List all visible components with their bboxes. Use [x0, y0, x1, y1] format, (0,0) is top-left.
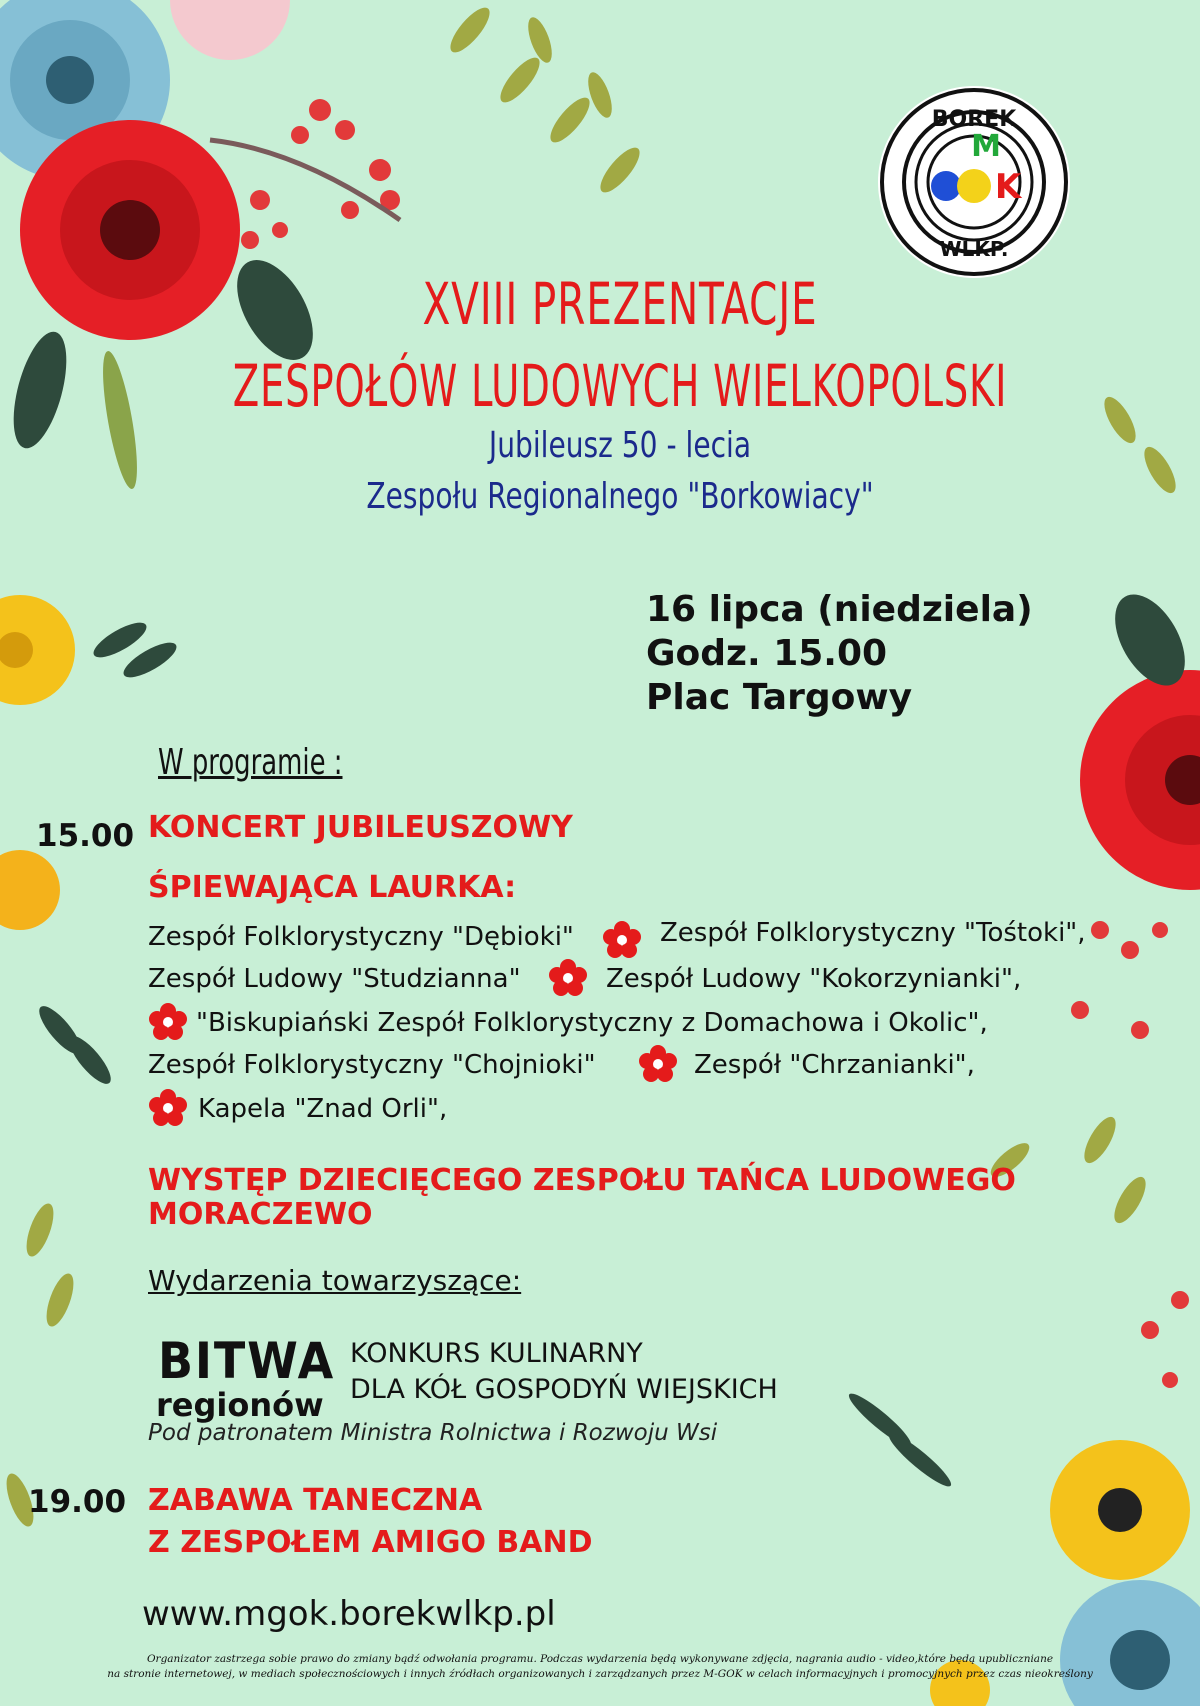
- konkurs-line2: DLA KÓŁ GOSPODYŃ WIEJSKICH: [350, 1374, 778, 1405]
- group-item: Zespół Folklorystyczny "Tośtoki",: [660, 918, 1086, 948]
- main-title-line2: ZESPOŁÓW LUDOWYCH WIELKOPOLSKI: [232, 352, 1008, 420]
- group-item: Zespół "Chrzanianki",: [694, 1050, 975, 1080]
- zabawa-line2: Z ZESPOŁEM AMIGO BAND: [148, 1525, 593, 1560]
- subtitle-line2: Zespołu Regionalnego "Borkowiacy": [366, 476, 874, 517]
- group-item: Zespół Folklorystyczny "Dębioki": [148, 922, 574, 952]
- group-item: Zespół Ludowy "Kokorzynianki",: [606, 964, 1022, 994]
- event-info: [646, 588, 1033, 720]
- side-events-heading: Wydarzenia towarzyszące:: [148, 1264, 522, 1297]
- svg-text:M: M: [971, 129, 1001, 164]
- event-time: Godz. 15.00: [646, 633, 888, 674]
- zabawa-line1: ZABAWA TANECZNA: [148, 1483, 483, 1518]
- patronat-text: Pod patronatem Ministra Rolnictwa i Rozwoju Wsi: [148, 1420, 718, 1446]
- program-time-1500: 15.00: [36, 818, 135, 854]
- footer-line1: Organizator zastrzega sobie prawo do zmiany bądź odwołania programu. Podczas wydarzenia będą wykonywane zdjęcia, nagrania audio - video,które będą upubliczniane: [146, 1653, 1054, 1665]
- program-title-koncert: KONCERT JUBILEUSZOWY: [148, 810, 573, 845]
- konkurs-line1: KONKURS KULINARNY: [350, 1338, 643, 1369]
- event-date: 16 lipca (niedziela): [646, 589, 1033, 630]
- wystep-line1: WYSTĘP DZIECIĘCEGO ZESPOŁU TAŃCA LUDOWEGO: [148, 1163, 1016, 1198]
- program-heading: W programie :: [158, 742, 343, 783]
- group-item: "Biskupiański Zespół Folklorystyczny z Domachowa i Okolic",: [196, 1008, 988, 1038]
- flower-icon: [148, 1088, 188, 1128]
- group-item: Zespół Folklorystyczny "Chojnioki": [148, 1050, 596, 1080]
- bitwa-logo-word2: regionów: [156, 1386, 324, 1424]
- group-item: Kapela "Znad Orli",: [198, 1094, 448, 1124]
- program-wystep: [148, 1164, 1016, 1232]
- event-place: Plac Targowy: [646, 677, 913, 718]
- program-time-1900: 19.00: [28, 1484, 127, 1520]
- subtitle-line1: Jubileusz 50 - lecia: [488, 425, 752, 466]
- group-item: Zespół Ludowy "Studzianna": [148, 964, 521, 994]
- flower-icon: [148, 1002, 188, 1042]
- program-laurka-heading: ŚPIEWAJĄCA LAURKA:: [148, 870, 517, 905]
- footer-line2: na stronie internetowej, w mediach społecznościowych i innych źródłach organizowanych i zarządzanych przez M-GOK w celach informacyjnych i promocyjnych przez czas nieokreślony: [107, 1668, 1093, 1680]
- flower-icon: [638, 1044, 678, 1084]
- flower-icon: [602, 920, 642, 960]
- svg-text:BOREK: BOREK: [931, 107, 1017, 132]
- website-link[interactable]: www.mgok.borekwlkp.pl: [142, 1594, 556, 1634]
- svg-text:WLKP.: WLKP.: [939, 237, 1009, 261]
- bitwa-logo-word1: BITWA: [158, 1332, 336, 1390]
- svg-text:K: K: [994, 167, 1022, 207]
- flower-icon: [548, 958, 588, 998]
- footer-disclaimer: [0, 1652, 1200, 1682]
- mgok-logo: [876, 84, 1072, 280]
- wystep-line2: MORACZEWO: [148, 1197, 373, 1232]
- program-title-zabawa: [148, 1480, 593, 1564]
- main-title-line1: XVIII PREZENTACJE: [422, 270, 818, 338]
